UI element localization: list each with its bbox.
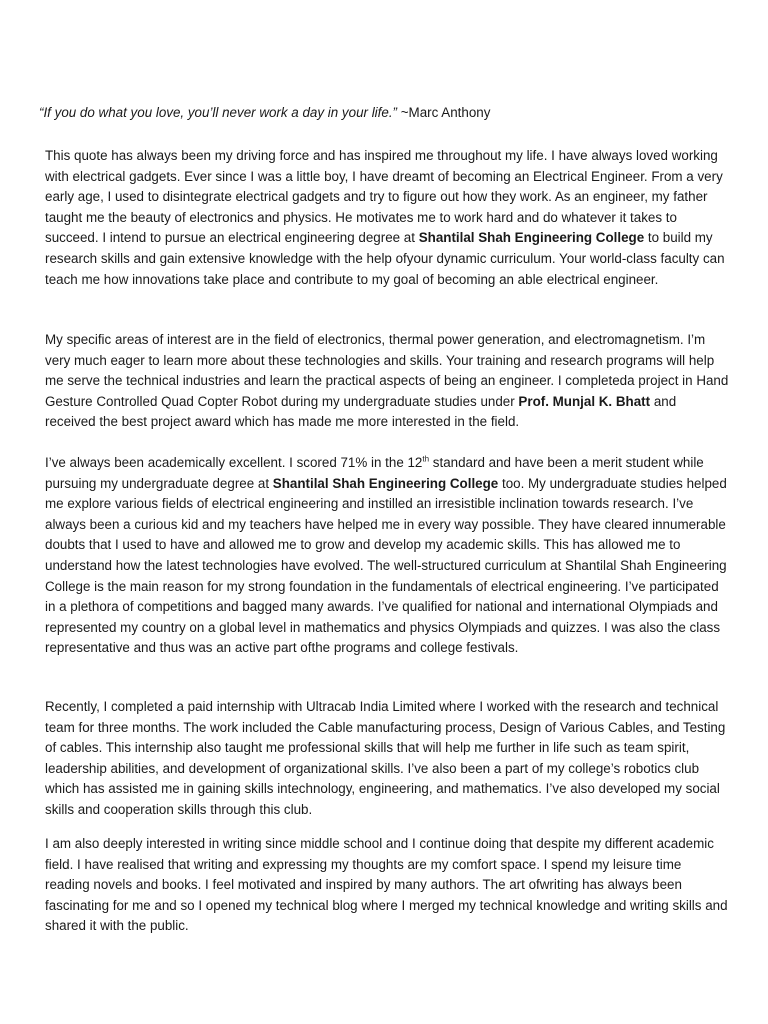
paragraph-1-text-a: This quote has always been my driving force and has inspired me throughout my life. I have always loved working with electrical gadgets. Ever since I was a little boy, I have dreamt of becoming an Electrical Engineer. From a very early age, I used to disintegrate electrical gadgets and try to figure out how they work. As an engineer, my father taught me the beauty of electronics and physics. He motivates me to work hard and do whatever it takes to succeed. I intend to pursue an electrical engineering degree at xyxy=(45,148,723,246)
paragraph-3-text-b: standard and have been a merit student while pursuing my undergraduate degree at xyxy=(45,455,704,491)
paragraph-1 xyxy=(45,146,729,290)
paragraph-3-text-a: I’ve always been academically excellent. I scored 71% in the 12 xyxy=(45,455,423,470)
professor-name-bold: Prof. Munjal K. Bhatt xyxy=(518,393,651,409)
paragraph-2-text-b: and received the best project award which has made me more interested in the field. xyxy=(45,393,677,430)
paragraph-2 xyxy=(45,330,729,433)
paragraph-3-text-c: too. My undergraduate studies helped me explore various fields of electrical engineering and instilled an irresistible inclination towards research. I’ve always been a curious kid and my teachers have helped me in every way possible. They have cleared innumerable doubts that I used to have and allowed me to grow and develop my academic skills. This has allowed me to understand how the latest technologies have evolved. The well-structured curriculum at Shantilal Shah Engineering College is the main reason for my strong foundation in the fundamentals of electrical engineering. I’ve participated in a plethora of competitions and bagged many awards. I’ve qualified for national and international Olympiads and represented my country on a global level in mathematics and physics Olympiads and quizzes. I was also the class representative and thus was an active part ofthe programs and college festivals. xyxy=(45,475,727,656)
opening-quote xyxy=(39,103,490,123)
paragraph-4 xyxy=(45,697,729,821)
paragraph-1-text-b: to build my research skills and gain extensive knowledge with the help ofyour dynamic curriculum. Your world-class faculty can teach me how innovations take place and contribute to my goal of becoming an able electrical engineer. xyxy=(45,230,725,287)
quote-text: “If you do what you love, you’ll never work a day in your life.” xyxy=(39,105,397,120)
quote-attribution: ~Marc Anthony xyxy=(397,105,491,120)
college-name-bold: Shantilal Shah Engineering College xyxy=(272,475,499,491)
college-name-bold: Shantilal Shah Engineering College xyxy=(418,230,645,246)
paragraph-2-text-a: My specific areas of interest are in the field of electronics, thermal power generation, and electromagnetism. I’m very much eager to learn more about these technologies and skills. Your training and research programs will help me serve the technical industries and learn the practical aspects of being an engineer. I completeda project in Hand Gesture Controlled Quad Copter Robot during my undergraduate studies under xyxy=(45,332,729,409)
paragraph-5-text: I am also deeply interested in writing since middle school and I continue doing that despite my different academic field. I have realised that writing and expressing my thoughts are my comfort space. I spend my leisure time reading novels and books. I feel motivated and inspired by many authors. The art ofwriting has always been fascinating for me and so I opened my technical blog where I merged my technical knowledge and writing skills and shared it with the public. xyxy=(45,836,728,934)
ordinal-superscript: th xyxy=(422,454,430,464)
paragraph-3 xyxy=(45,453,729,659)
paragraph-5 xyxy=(45,834,729,937)
paragraph-4-text: Recently, I completed a paid internship with Ultracab India Limited where I worked with the research and technical team for three months. The work included the Cable manufacturing process, Design of Various Cables, and Testing of cables. This internship also taught me professional skills that will help me further in life such as team spirit, leadership abilities, and development of organizational skills. I’ve also been a part of my college’s robotics club which has assisted me in gaining skills intechnology, engineering, and mathematics. I’ve also developed my social skills and cooperation skills through this club. xyxy=(45,699,726,817)
